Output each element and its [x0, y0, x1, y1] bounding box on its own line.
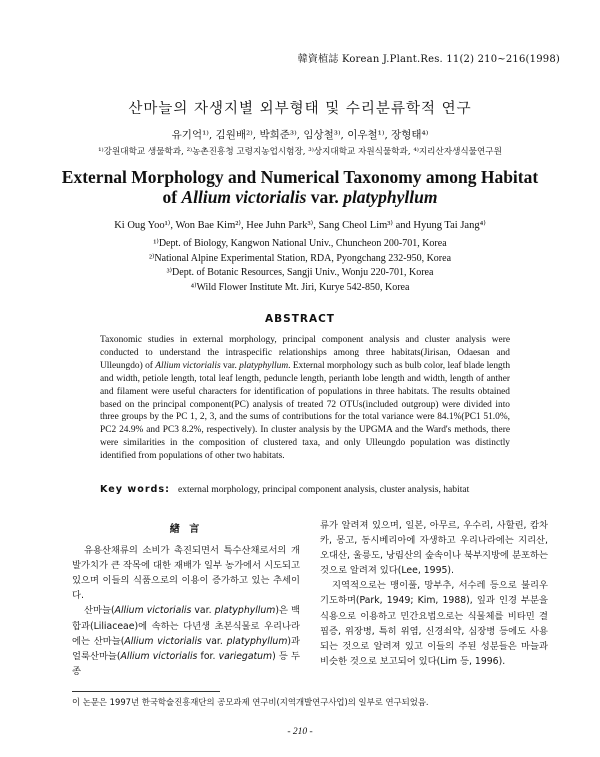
- korean-title: 산마늘의 자생지별 외부형태 및 수리분류학적 연구: [128, 101, 472, 117]
- abstract-species: Allium victorialis: [155, 360, 221, 371]
- p2-text-k: for.: [197, 650, 219, 662]
- journal-citation: [298, 50, 560, 65]
- abstract-text-1: Taxonomic studies in external morphology, principal component analysis and cluster analysis were conducted to understand the intraspecific relationships among three habitats(Jirisan, Odaesan and Ulleungdo) of: [100, 335, 510, 371]
- p2-variety-a: platyphyllum: [214, 605, 276, 617]
- abstract-text-2: var.: [220, 360, 240, 371]
- footnote: 이 논문은 1997년 한국학술진흥재단의 공모과제 연구비(지역개발연구사업)의 일부로 연구되었음.: [72, 697, 429, 707]
- p2-forma: variegatum: [218, 650, 273, 662]
- p2-variety-b: platyphyllum: [226, 635, 288, 647]
- title-species: Allium victorialis: [181, 187, 307, 207]
- keywords: [100, 484, 520, 495]
- journal-reference: Korean J.Plant.Res. 11(2) 210~216(1998): [341, 54, 560, 65]
- p2-species-b: Allium victorialis: [124, 635, 202, 647]
- english-title-line2: [0, 187, 600, 207]
- korean-authors: 유기억¹⁾, 김원배²⁾, 박희준³⁾, 임상철³⁾, 이우철¹⁾, 장형태⁴⁾: [171, 129, 429, 141]
- intro-heading: 緖 言: [169, 524, 203, 535]
- abstract-heading: ABSTRACT: [265, 313, 335, 325]
- title-variety: platyphyllum: [343, 187, 438, 207]
- affiliation-3: ³⁾Dept. of Botanic Resources, Sangji Univ., Wonju 220-701, Korea: [166, 267, 434, 279]
- abstract-body: [100, 334, 510, 463]
- title-prefix: of: [162, 187, 182, 207]
- abstract-variety: platyphyllum: [239, 360, 289, 371]
- korean-affiliations: ¹⁾강원대학교 생물학과, ²⁾농촌진흥청 고령지농업시험장, ³⁾상지대학교 자원식물학과, ⁴⁾지리산자생식물연구원: [98, 147, 502, 157]
- p2-text-c: var.: [191, 605, 215, 617]
- intro-left-column: [72, 522, 300, 679]
- english-title: [0, 167, 600, 207]
- affiliation-1: ¹⁾Dept. of Biology, Kangwon National Univ., Chuncheon 200-701, Korea: [153, 238, 447, 249]
- intro-right-paragraph-2: 지역적으로는 맹이풀, 망부추, 서수레 등으로 불리우기도하며(Park, 1949; Kim, 1988), 잎과 인경 부분을 식용으로 이용하고 민간요법으로는 식물체를 비타민 결핍증, 위장병, 특히 위염, 신경쇠약, 심장병 등에도 사용되는 것으로 알려져 있고 이들의 주된 성분들은 마늘과 비슷한 것으로 보고되어 있다(Lim 등, 1996).: [320, 580, 548, 667]
- affiliation-4: ⁴⁾Wild Flower Institute Mt. Jiri, Kurye 542-850, Korea: [190, 282, 410, 294]
- p2-text-g: var.: [201, 635, 227, 647]
- journal-korean-abbrev: 韓資植誌: [297, 54, 339, 65]
- title-var: var.: [306, 187, 344, 207]
- intro-paragraph-1: 유용산채류의 소비가 촉진되면서 특수산채로서의 개발가치가 큰 작목에 대한 재배가 일부 농가에서 시도되고 있으며 이들의 식품으로의 이용이 증가하고 있는 추세이다.: [72, 545, 300, 602]
- p2-text-a: 산마늘(: [84, 605, 115, 617]
- english-authors: Ki Oug Yoo¹⁾, Won Bae Kim²⁾, Hee Juhn Park³⁾, Sang Cheol Lim³⁾ and Hyung Tai Jang⁴⁾: [114, 220, 486, 231]
- english-title-line1: External Morphology and Numerical Taxonomy among Habitat: [61, 167, 539, 187]
- intro-right-column: [320, 518, 548, 669]
- p2-text-e: )은 백합과(Liliaceae)에 속하는 다년생 초본식물로 우리나라에는 산마늘(: [72, 605, 300, 647]
- affiliation-2: ²⁾National Alpine Experimental Station, RDA, Pyongchang 232-950, Korea: [148, 252, 452, 264]
- intro-paragraph-2: [72, 603, 300, 678]
- keywords-text: external morphology, principal component analysis, cluster analysis, habitat: [177, 484, 470, 495]
- p2-species-c: Allium victorialis: [120, 650, 198, 662]
- keywords-label: Key words:: [100, 484, 170, 495]
- page-number: - 210 -: [287, 727, 313, 737]
- intro-right-paragraph-1: 류가 알려져 있으며, 일본, 아무르, 우수리, 사할린, 캄차카, 몽고, 동시베리아에 자생하고 우리나라에는 지리산, 오대산, 울릉도, 낭림산의 숲속이나 북부지방에 분포하는 것으로 알려져 있다(Lee, 1995).: [320, 520, 548, 577]
- abstract-text-3: . External morphology such as bulb color, leaf blade length and width, petiole length, total leaf length, peduncle length, perianth lobe length and width, length of anther and filament were useful characters for identification of populations in three habitats. The results obtained based on the principal component(PC) analysis of treated 72 OTUs(included outgroup) were divided into three groups by the PC 1, 2, 3, and the sums of contributions for the total variance were 84.1%(PC1 51.0%, PC2 24.9% and PC3 8.2%, respectively). In cluster analysis by the UPGMA and the Ward's methods, there were similarities in the composition of clustered taxa, and only Ulleungdo population was distinctly identified from populations of other two habitats.: [100, 360, 511, 462]
- english-affiliations: [0, 237, 600, 296]
- p2-species-a: Allium victorialis: [114, 605, 192, 617]
- footnote-divider: [72, 691, 220, 692]
- p2-text-m: ) 등 두 종: [72, 650, 301, 677]
- p2-text-i: )과 얼룩산마늘(: [72, 635, 300, 662]
